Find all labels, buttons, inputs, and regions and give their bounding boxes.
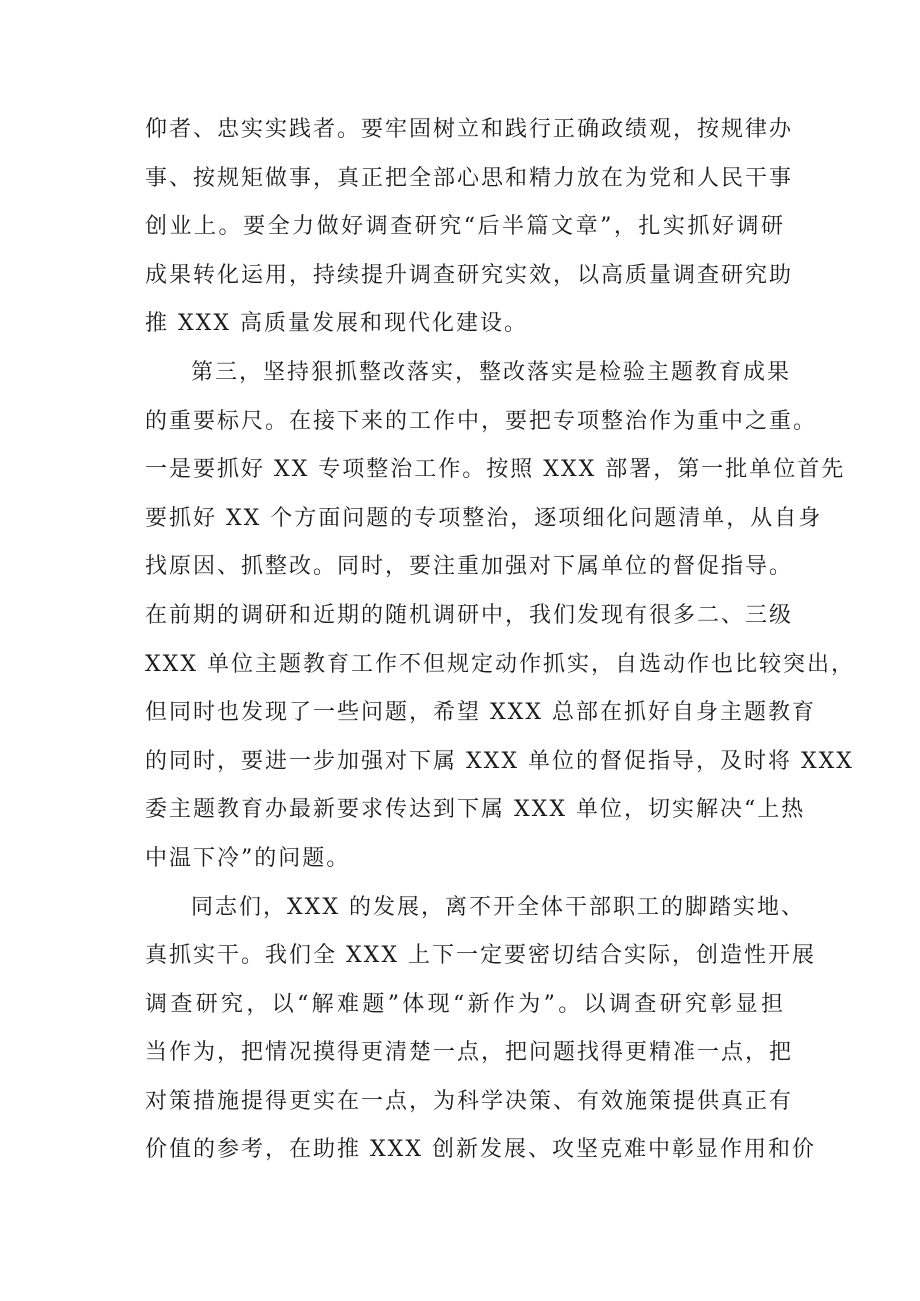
text-line: 要抓好 XX 个方面问题的专项整治，逐项细化问题清单，从自身 bbox=[145, 505, 823, 531]
text-line: 委主题教育办最新要求传达到下属 XXX 单位，切实解决“上热 bbox=[145, 797, 806, 823]
text-line: 成果转化运用，持续提升调查研究实效，以高质量调查研究助 bbox=[145, 262, 794, 288]
text-line: 真抓实干。我们全 XXX 上下一定要密切结合实际，创造性开展 bbox=[145, 943, 816, 969]
text-line: 第三，坚持狠抓整改落实，整改落实是检验主题教育成果 bbox=[191, 359, 792, 385]
text-line: 一是要抓好 XX 专项整治工作。按照 XXX 部署，第一批单位首先 bbox=[145, 457, 846, 483]
text-line: 在前期的调研和近期的随机调研中，我们发现有很多二、三级 bbox=[145, 602, 794, 628]
text-line: 创业上。要全力做好调查研究“后半篇文章”，扎实抓好调研 bbox=[145, 214, 785, 240]
text-line: XXX 单位主题教育工作不但规定动作抓实，自选动作也比较突出， bbox=[145, 651, 855, 677]
paragraph-3 bbox=[145, 884, 816, 1176]
text-line: 但同时也发现了一些问题，希望 XXX 总部在抓好自身主题教育 bbox=[145, 700, 816, 726]
text-line: 找原因、抓整改。同时，要注重加强对下属单位的督促指导。 bbox=[145, 554, 794, 580]
text-line: 推 XXX 高质量发展和现代化建设。 bbox=[145, 311, 528, 337]
paragraph-2 bbox=[145, 349, 855, 884]
text-line: 的重要标尺。在接下来的工作中，要把专项整治作为重中之重。 bbox=[145, 408, 818, 434]
document-body bbox=[145, 106, 855, 1175]
text-line: 事、按规矩做事，真正把全部心思和精力放在为党和人民干事 bbox=[145, 165, 794, 191]
text-line: 中温下冷”的问题。 bbox=[145, 845, 351, 871]
text-line: 同志们，XXX 的发展，离不开全体干部职工的脚踏实地、 bbox=[191, 894, 805, 920]
paragraph-1 bbox=[145, 106, 794, 349]
text-line: 当作为，把情况摸得更清楚一点，把问题找得更精准一点，把 bbox=[145, 1040, 794, 1066]
text-line: 调查研究，以“解难题”体现“新作为”。以调查研究彰显担 bbox=[145, 991, 785, 1017]
text-line: 仰者、忠实实践者。要牢固树立和践行正确政绩观，按规律办 bbox=[145, 117, 794, 142]
text-line: 对策措施提得更实在一点，为科学决策、有效施策提供真正有 bbox=[145, 1088, 794, 1114]
text-line: 的同时，要进一步加强对下属 XXX 单位的督促指导，及时将 XXX bbox=[145, 748, 854, 774]
text-line: 价值的参考，在助推 XXX 创新发展、攻坚克难中彰显作用和价 bbox=[145, 1137, 816, 1163]
